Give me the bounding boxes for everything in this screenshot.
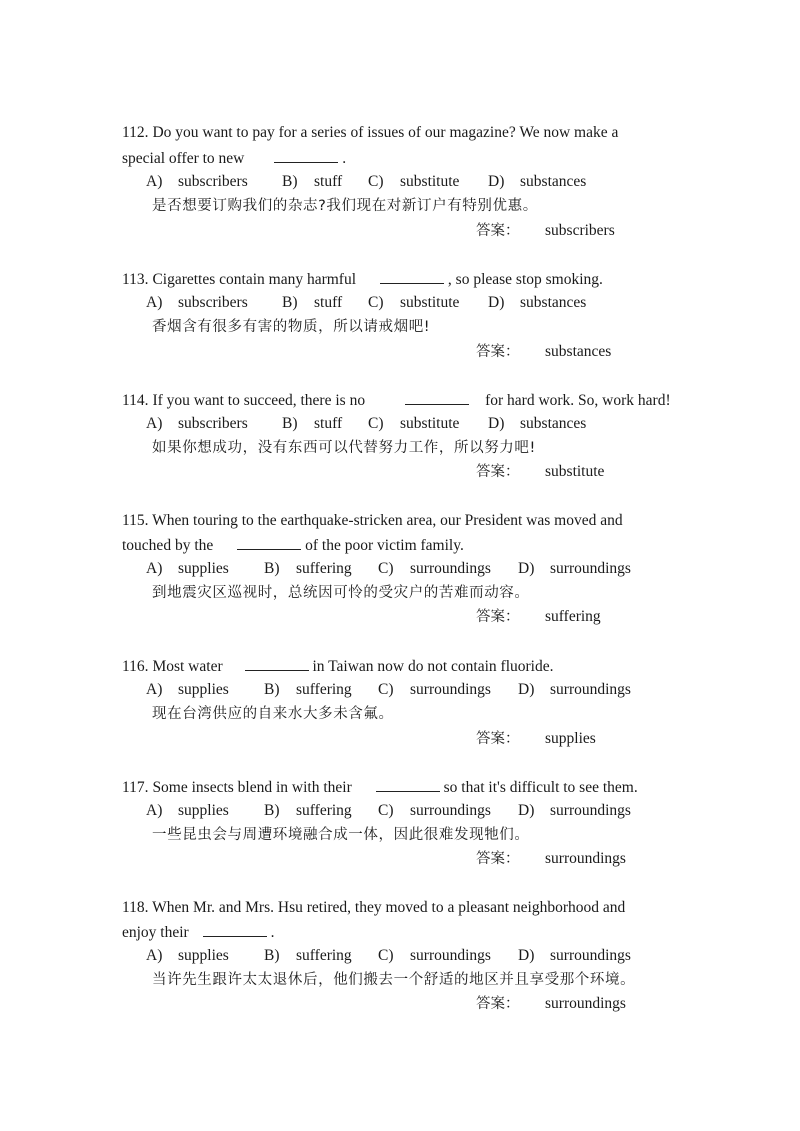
answer-label: 答案： [476, 464, 520, 480]
question-stem-line2: special offer to new . [122, 150, 347, 167]
question-number: 112. [122, 124, 149, 141]
answer-value: subscribers [545, 222, 615, 239]
question-stem: 116. Most water in Taiwan now do not contain fluoride. [122, 658, 554, 675]
option-a: A) supplies [146, 681, 229, 698]
option-b: B) suffering [264, 560, 352, 577]
answer-value: surroundings [545, 995, 626, 1012]
answer-label: 答案： [476, 996, 520, 1012]
option-a: A) supplies [146, 560, 229, 577]
option-a: A) subscribers [146, 415, 248, 432]
option-b: B) stuff [282, 173, 343, 190]
question-stem: 113. Cigarettes contain many harmful , so please stop smoking. [122, 271, 603, 288]
answer-blank [405, 390, 469, 405]
option-d: D) surroundings [518, 560, 631, 577]
option-c: C) substitute [368, 173, 460, 190]
translation: 如果你想成功，没有东西可以代替努力工作，所以努力吧! [152, 440, 536, 456]
question-stem [122, 123, 618, 143]
option-b: B) suffering [264, 802, 352, 819]
option-a: A) subscribers [146, 294, 248, 311]
option-d: D) surroundings [518, 681, 631, 698]
answer-value: surroundings [545, 850, 626, 867]
answer-label: 答案： [476, 851, 520, 867]
option-d: D) substances [488, 173, 587, 190]
option-d: D) substances [488, 294, 587, 311]
question-text: Do you want to pay for a series of issues of our magazine? We now make a [152, 124, 619, 141]
option-c: C) surroundings [378, 681, 491, 698]
answer-label: 答案： [476, 344, 520, 360]
option-b: B) suffering [264, 947, 352, 964]
answer-blank [245, 656, 309, 671]
option-a: A) supplies [146, 802, 229, 819]
option-c: C) surroundings [378, 802, 491, 819]
answer-blank [203, 922, 267, 937]
option-a: A) subscribers [146, 173, 248, 190]
question-stem: 115. When touring to the earthquake-stricken area, our President was moved and [122, 512, 623, 529]
answer-blank [380, 269, 444, 284]
option-b: B) suffering [264, 681, 352, 698]
question-stem: 118. When Mr. and Mrs. Hsu retired, they moved to a pleasant neighborhood and [122, 899, 626, 916]
answer-label: 答案： [476, 223, 520, 239]
translation: 到地震灾区巡视时，总统因可怜的受灾户的苦难而动容。 [152, 585, 530, 601]
translation: 香烟含有很多有害的物质，所以请戒烟吧! [152, 319, 431, 335]
option-d: D) surroundings [518, 802, 631, 819]
option-c: C) substitute [368, 415, 460, 432]
answer-label: 答案： [476, 731, 520, 747]
option-c: C) substitute [368, 294, 460, 311]
option-b: B) stuff [282, 294, 343, 311]
translation: 现在台湾供应的自来水大多未含氟。 [152, 706, 394, 722]
answer-value: substitute [545, 463, 605, 480]
option-c: C) surroundings [378, 947, 491, 964]
question-stem-line2: touched by the of the poor victim family. [122, 537, 464, 554]
answer-blank [237, 535, 301, 550]
translation: 当许先生跟许太太退休后，他们搬去一个舒适的地区并且享受那个环境。 [152, 972, 636, 988]
answer-value: supplies [545, 730, 596, 747]
question-stem-line2: enjoy their . [122, 924, 275, 941]
answer-value: suffering [545, 608, 601, 625]
translation: 是否想要订购我们的杂志?我们现在对新订户有特别优惠。 [152, 198, 538, 214]
option-d: D) substances [488, 415, 587, 432]
option-c: C) surroundings [378, 560, 491, 577]
answer-value: substances [545, 343, 612, 360]
translation: 一些昆虫会与周遭环境融合成一体，因此很难发现牠们。 [152, 827, 530, 843]
question-stem: 117. Some insects blend in with their so that it's difficult to see them. [122, 779, 638, 796]
option-a: A) supplies [146, 947, 229, 964]
answer-label: 答案： [476, 609, 520, 625]
option-d: D) surroundings [518, 947, 631, 964]
option-b: B) stuff [282, 415, 343, 432]
answer-blank [376, 777, 440, 792]
answer-blank [274, 148, 338, 163]
question-stem: 114. If you want to succeed, there is no for hard work. So, work hard! [122, 392, 671, 409]
